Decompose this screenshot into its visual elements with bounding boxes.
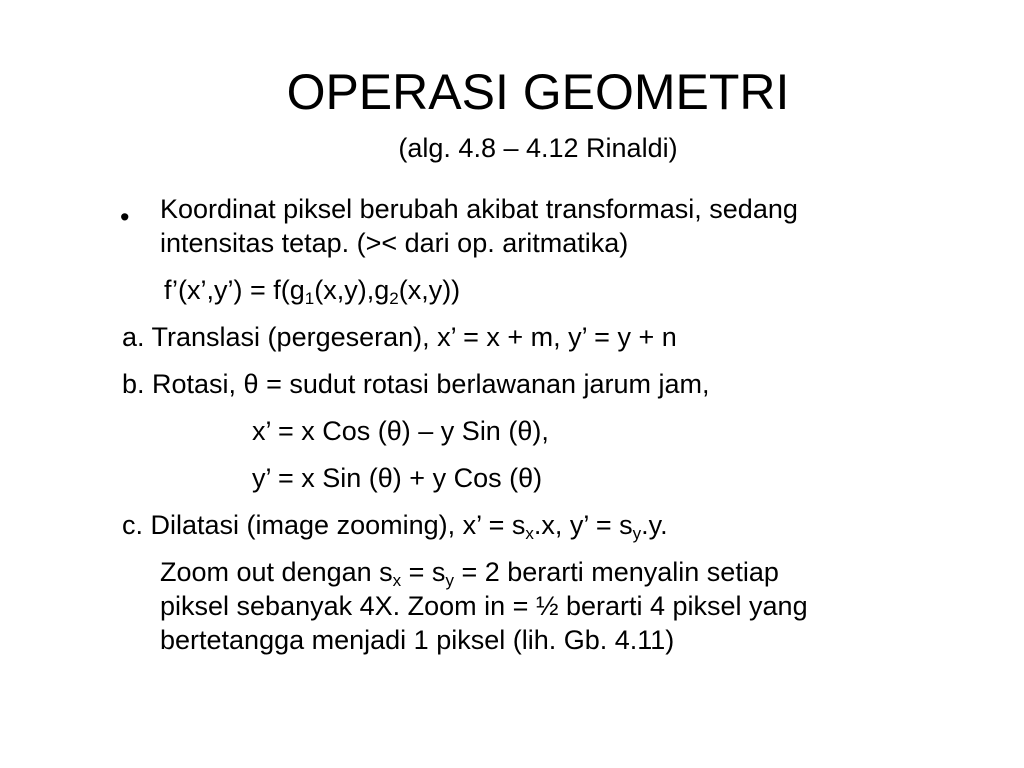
slide-title: OPERASI GEOMETRI (286, 64, 790, 120)
mapping-formula (122, 273, 1002, 307)
bullet-marker: • (120, 202, 130, 232)
rotation-equation-y: y’ = x Sin (θ) + y Cos (θ) (252, 463, 543, 493)
item-rotation: b. Rotasi, θ = sudut rotasi berlawanan jarum jam, (122, 369, 710, 399)
zoom-subscript-x: x (392, 571, 402, 590)
item-translation: a. Translasi (pergeseran), x’ = x + m, y’ = y + n (122, 322, 677, 352)
rotation-equation-x: x’ = x Cos (θ) – y Sin (θ), (252, 416, 549, 446)
bullet-item (122, 192, 1002, 260)
slide-subtitle: (alg. 4.8 – 4.12 Rinaldi) (398, 133, 678, 163)
zoom-explanation (122, 555, 1002, 657)
zoom-part-a: Zoom out dengan s (160, 557, 393, 587)
formula-part-a: f’(x’,y’) = f(g (164, 275, 305, 305)
bullet-line-1: Koordinat piksel berubah akibat transformasi, sedang (160, 194, 798, 224)
dilation-part-c: .y. (641, 510, 668, 540)
formula-part-c: (x,y)) (398, 275, 461, 305)
dilation-subscript-y: y (632, 524, 642, 543)
zoom-line-3: bertetangga menjadi 1 piksel (lih. Gb. 4.11) (160, 625, 675, 655)
dilation-part-a: c. Dilatasi (image zooming), x’ = s (122, 510, 526, 540)
zoom-part-b: = s (401, 557, 446, 587)
formula-subscript-1: 1 (304, 289, 315, 308)
formula-subscript-2: 2 (389, 289, 399, 308)
zoom-line-2: piksel sebanyak 4X. Zoom in = ½ berarti 4 piksel yang (160, 591, 808, 621)
formula-part-b: (x,y),g (314, 275, 390, 305)
bullet-line-2: intensitas tetap. (>< dari op. aritmatika) (160, 228, 629, 258)
zoom-subscript-y: y (445, 571, 454, 590)
zoom-part-c: = 2 berarti menyalin setiap (453, 557, 779, 587)
dilation-subscript-x: x (525, 524, 534, 543)
zoom-line-1 (122, 555, 1002, 589)
dilation-part-b: .x, y’ = s (533, 510, 633, 540)
slide-body (122, 192, 1002, 657)
item-dilation (122, 508, 1002, 542)
